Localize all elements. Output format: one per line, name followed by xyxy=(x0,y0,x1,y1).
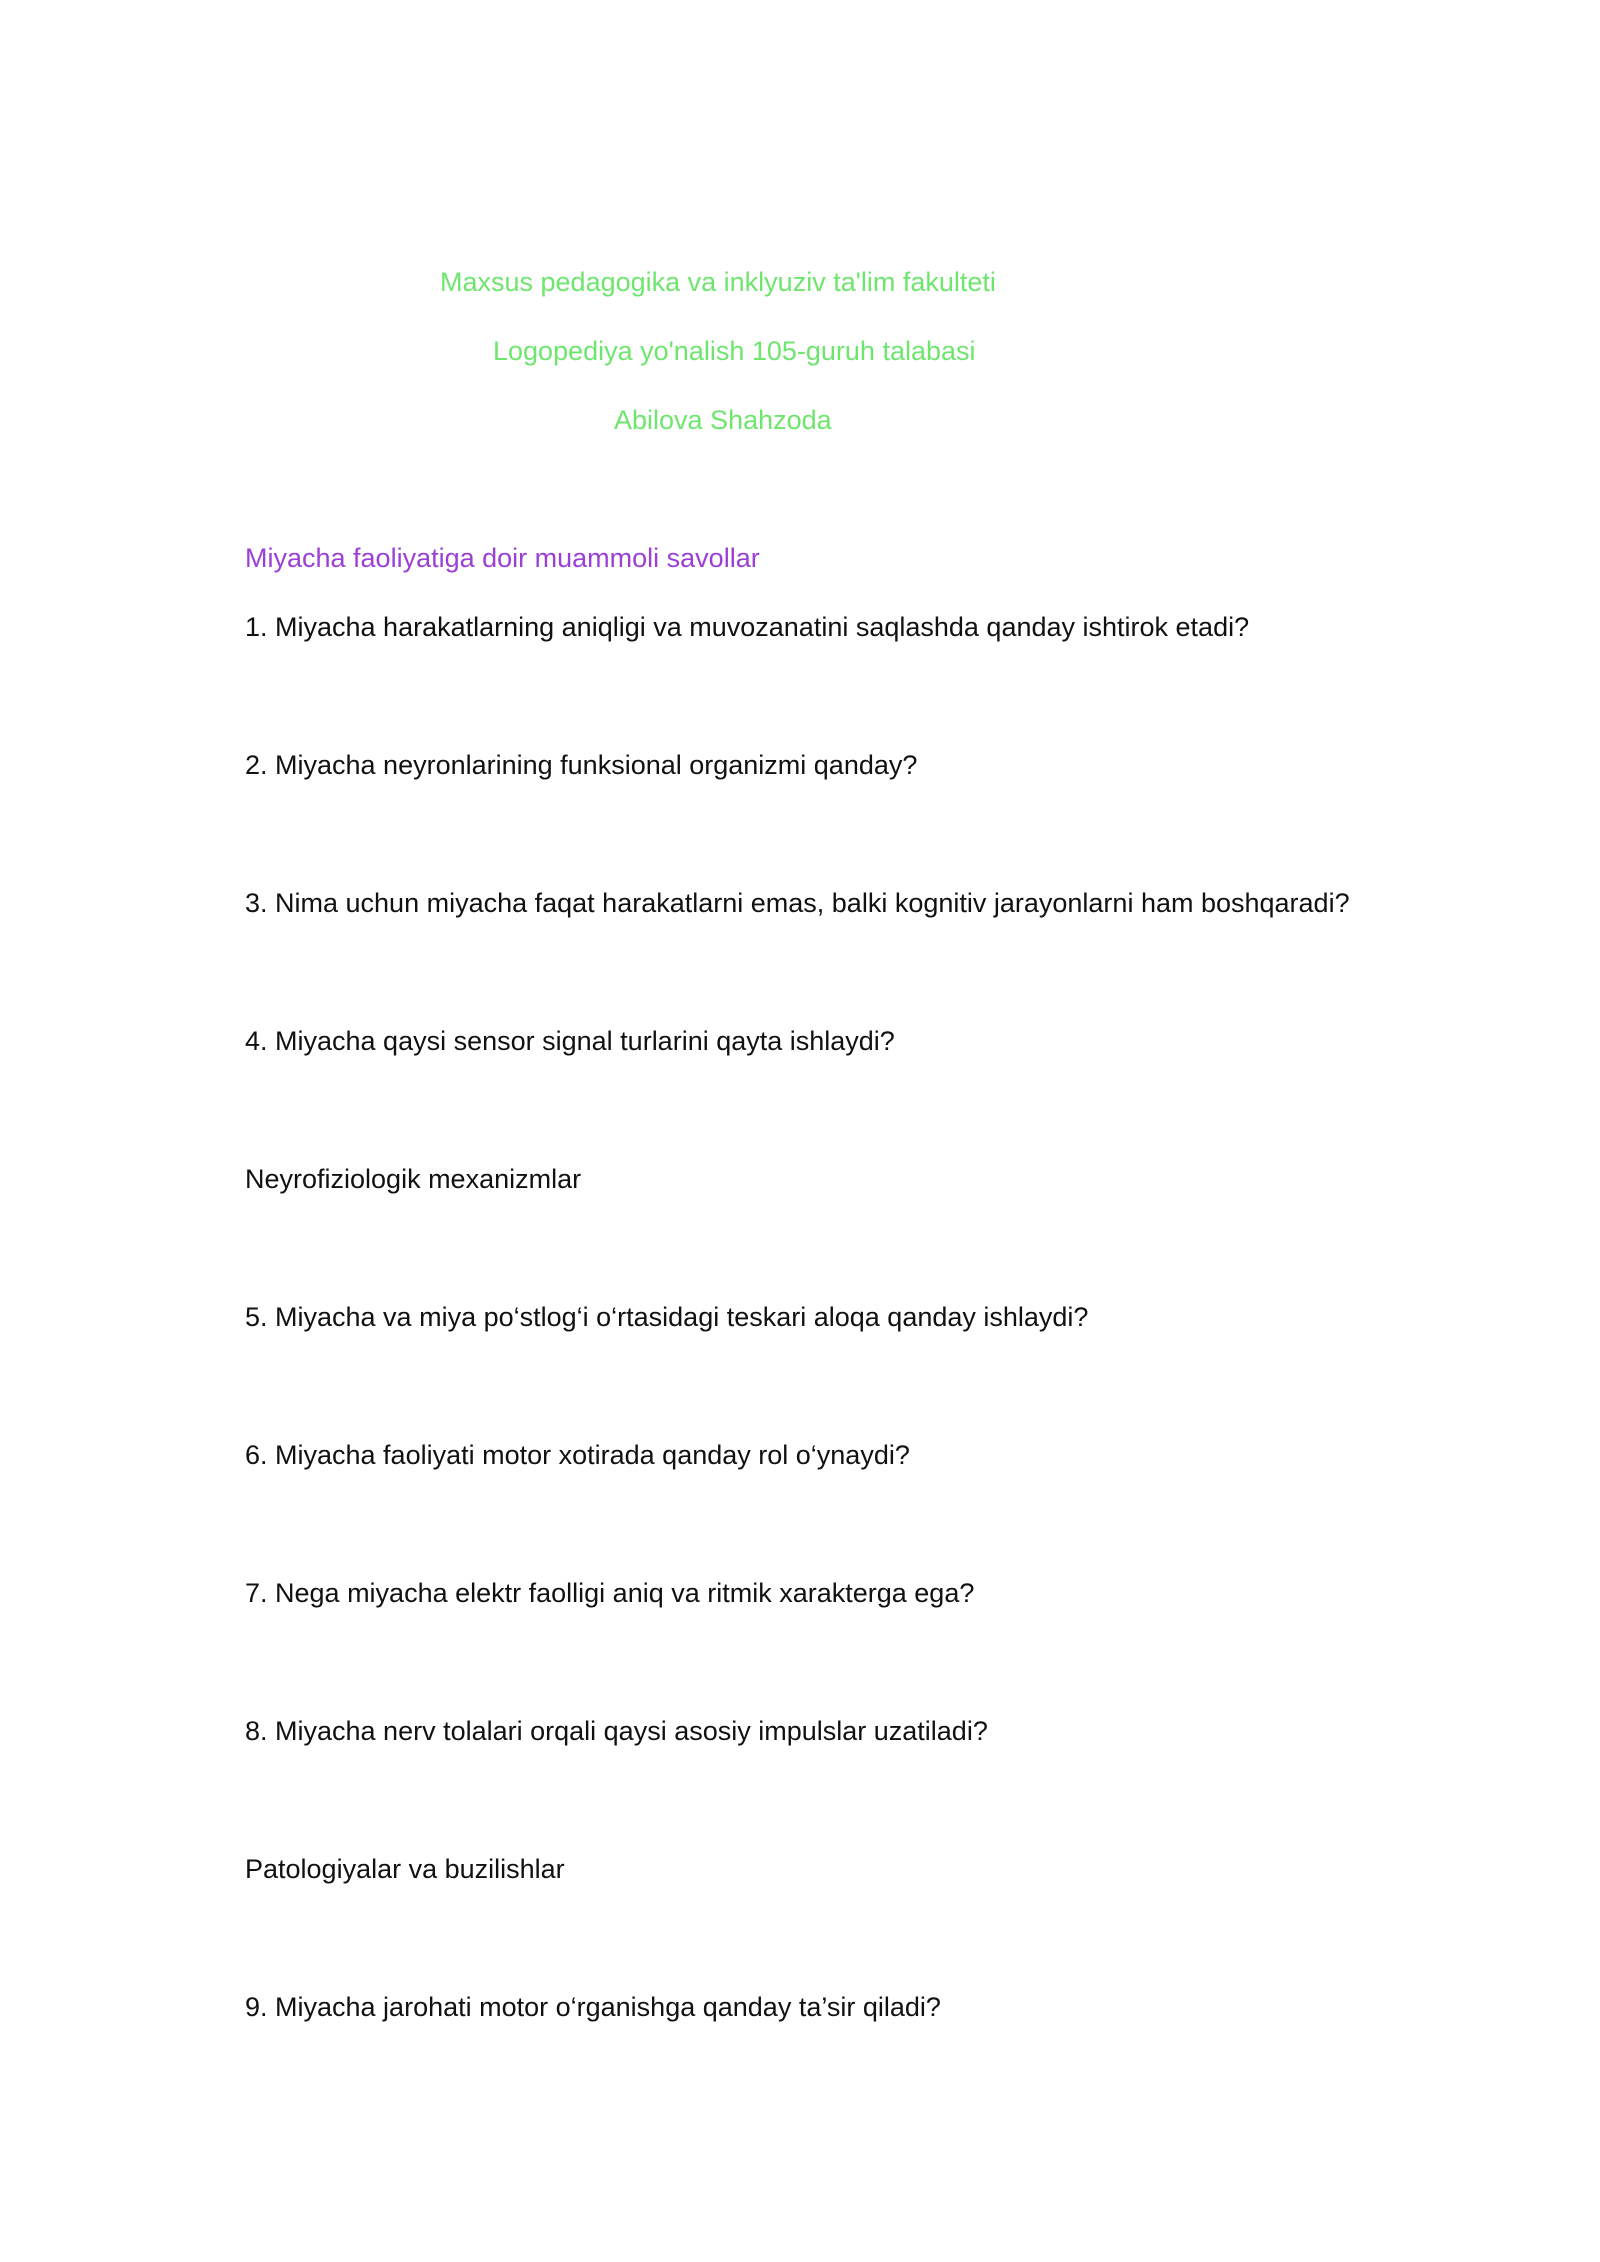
question-8: 8. Miyacha nerv tolalari orqali qaysi asosiy impulslar uzatiladi? xyxy=(245,1716,988,1746)
question-7: 7. Nega miyacha elektr faolligi aniq va ritmik xarakterga ega? xyxy=(245,1578,975,1608)
student-name: Abilova Shahzoda xyxy=(614,405,832,435)
faculty-name: Maxsus pedagogika va inklyuziv ta'lim fakulteti xyxy=(440,267,996,297)
question-3: 3. Nima uchun miyacha faqat harakatlarni emas, balki kognitiv jarayonlarni ham boshqaradi? xyxy=(245,888,1350,918)
question-1: 1. Miyacha harakatlarning aniqligi va muvozanatini saqlashda qanday ishtirok etadi? xyxy=(245,612,1250,642)
question-4: 4. Miyacha qaysi sensor signal turlarini qayta ishlaydi? xyxy=(245,1026,895,1056)
document-title: Miyacha faoliyatiga doir muammoli savollar xyxy=(245,543,760,573)
section-heading-neurophysiology: Neyrofiziologik mexanizmlar xyxy=(245,1164,582,1194)
group-info: Logopediya yo'nalish 105-guruh talabasi xyxy=(493,336,976,366)
section-heading-pathologies: Patologiyalar va buzilishlar xyxy=(245,1854,565,1884)
question-9: 9. Miyacha jarohati motor o‘rganishga qanday ta’sir qiladi? xyxy=(245,1992,941,2022)
question-6: 6. Miyacha faoliyati motor xotirada qanday rol o‘ynaydi? xyxy=(245,1440,910,1470)
question-5: 5. Miyacha va miya po‘stlog‘i o‘rtasidagi teskari aloqa qanday ishlaydi? xyxy=(245,1302,1089,1332)
question-2: 2. Miyacha neyronlarining funksional organizmi qanday? xyxy=(245,750,918,780)
